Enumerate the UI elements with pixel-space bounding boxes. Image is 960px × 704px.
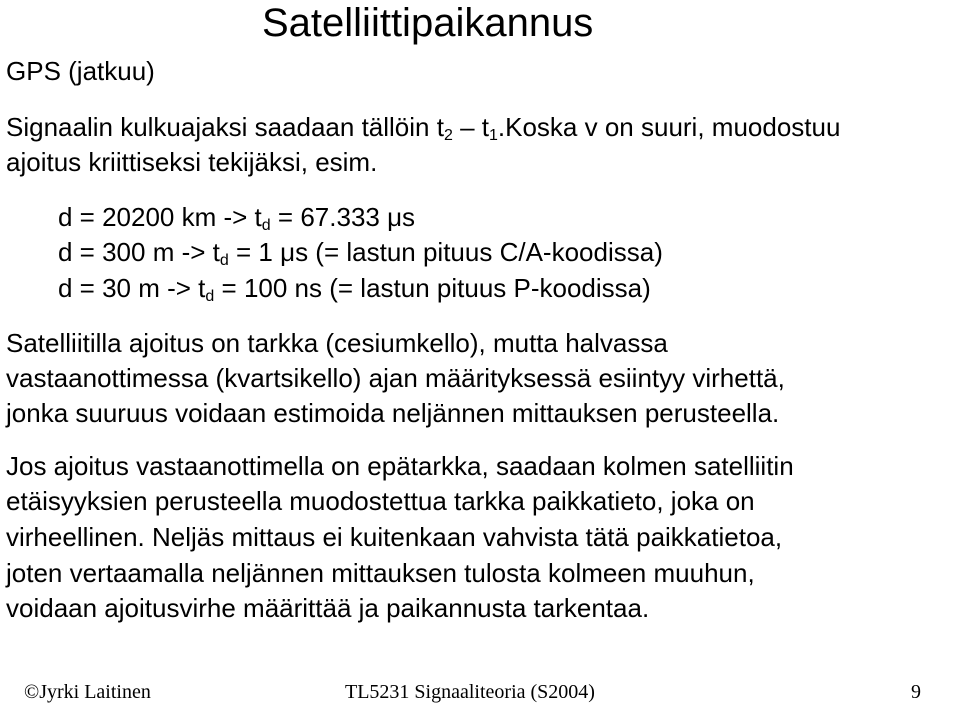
- footer-author: ©Jyrki Laitinen: [24, 681, 151, 703]
- paragraph-line: voidaan ajoitusvirhe määrittää ja paikannusta tarkentaa.: [6, 593, 650, 623]
- paragraph-line: virheellinen. Neljäs mittaus ei kuitenkaan vahvista tätä paikkatietoa,: [6, 522, 783, 552]
- example-item: [58, 201, 415, 233]
- footer-page-number: 9: [911, 681, 921, 703]
- paragraph-line: Satelliitilla ajoitus on tarkka (cesiumkello), mutta halvassa: [6, 328, 668, 358]
- subscript: d: [205, 288, 215, 305]
- subscript: d: [219, 252, 229, 269]
- text-span: d = 20200 km -> t: [58, 202, 262, 232]
- subscript: 1: [489, 127, 498, 144]
- text-span: = 67.333 μs: [270, 202, 416, 232]
- paragraph-line: ajoitus kriittiseksi tekijäksi, esim.: [6, 147, 378, 177]
- paragraph-line: Jos ajoitus vastaanottimella on epätarkka, saadaan kolmen satelliitin: [6, 451, 794, 481]
- paragraph-line: vastaanottimessa (kvartsikello) ajan määrityksessä esiintyy virhettä,: [6, 363, 785, 393]
- subscript: 2: [443, 127, 453, 144]
- paragraph-line: joten vertaamalla neljännen mittauksen tulosta kolmeen muuhun,: [6, 558, 755, 588]
- paragraph-line: jonka suuruus voidaan estimoida neljännen mittauksen perusteella.: [6, 398, 780, 428]
- slide-subtitle: GPS (jatkuu): [6, 56, 155, 86]
- paragraph-line: [6, 111, 840, 143]
- text-span: = 1 μs (= lastun pituus C/A-koodissa): [228, 237, 663, 267]
- text-span: Signaalin kulkuajaksi saadaan tällöin t: [6, 112, 444, 142]
- text-span: d = 30 m -> t: [58, 273, 206, 303]
- example-item: [58, 272, 651, 304]
- subscript: d: [261, 217, 271, 234]
- paragraph-line: etäisyyksien perusteella muodostettua tarkka paikkatieto, joka on: [6, 486, 755, 516]
- slide-title: Satelliittipaikannus: [262, 1, 594, 45]
- footer-course: TL5231 Signaaliteoria (S2004): [345, 681, 595, 703]
- text-span: = 100 ns (= lastun pituus P-koodissa): [214, 273, 651, 303]
- text-span: d = 300 m -> t: [58, 237, 220, 267]
- text-span: – t: [452, 112, 489, 142]
- example-item: [58, 236, 663, 268]
- text-span: .Koska v on suuri, muodostuu: [497, 112, 841, 142]
